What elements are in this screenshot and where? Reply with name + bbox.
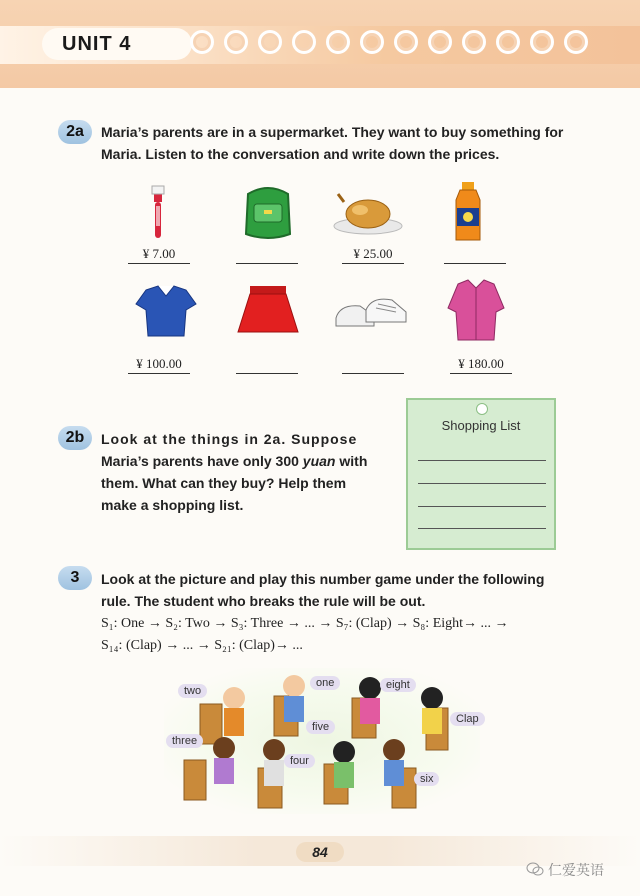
game-rule-line2: S₁₄: (Clap) → ... → S₂₁: (Clap)→ ... [101, 638, 303, 653]
section-2b-line2-end: with [335, 453, 368, 469]
price-shoes[interactable] [342, 356, 404, 374]
section-2b-line2-text: Maria’s parents have only 300 [101, 453, 303, 469]
unit-title: UNIT 4 [62, 33, 132, 55]
section-2b-line1: Look at the things in 2a. Suppose [101, 431, 358, 447]
shopping-list-title: Shopping List [441, 418, 521, 433]
label-five: five [306, 720, 335, 734]
price-toothbrush[interactable]: ¥ 7.00 [128, 246, 190, 264]
ring-icon [530, 30, 554, 54]
ring-icon [394, 30, 418, 54]
shopping-list-line[interactable] [418, 483, 546, 484]
label-three: three [166, 734, 203, 748]
watermark-text: 仁爱英语 [548, 862, 604, 878]
ring-icon [224, 30, 248, 54]
t-shirt-image [126, 282, 206, 342]
label-one: one [310, 676, 340, 690]
label-two: two [178, 684, 207, 698]
section-2a-line2: Maria. Listen to the conversation and write down the prices. [101, 146, 500, 162]
section-2a-line1: Maria’s parents are in a supermarket. They want to buy something for [101, 124, 564, 140]
label-eight: eight [380, 678, 416, 692]
decorative-rings [190, 30, 588, 54]
price-chicken[interactable]: ¥ 25.00 [342, 246, 404, 264]
ring-icon [564, 30, 588, 54]
ring-icon [462, 30, 486, 54]
shopping-list-line[interactable] [418, 460, 546, 461]
ring-icon [292, 30, 316, 54]
section-3-badge: 3 [58, 566, 92, 590]
ring-icon [258, 30, 282, 54]
pin-hole-icon [476, 403, 488, 415]
section-3-line1: Look at the picture and play this number game under the following [101, 571, 545, 587]
label-six: six [414, 772, 439, 786]
shopping-list-line[interactable] [418, 528, 546, 529]
jacket-image [440, 278, 520, 338]
label-clap: Clap [450, 712, 485, 726]
skirt-image [228, 282, 308, 342]
game-rule-line1: S₁: One → S₂: Two → S₃: Three → ... → S₇: (Clap) → S₈: Eight→ ... → [101, 616, 509, 631]
ring-icon [360, 30, 384, 54]
section-2b-line4: make a shopping list. [101, 497, 244, 513]
shoes-image [330, 286, 410, 346]
shopping-list-card [406, 398, 556, 550]
backpack-image [228, 184, 308, 244]
price-skirt[interactable] [236, 356, 298, 374]
section-2b-line2 [101, 450, 367, 472]
shopping-list-line[interactable] [418, 506, 546, 507]
toothbrush-image [126, 184, 206, 244]
section-2a-badge: 2a [58, 120, 92, 144]
watermark [526, 860, 604, 880]
children-circle-picture [164, 668, 480, 814]
page-number: 84 [296, 842, 344, 862]
section-2b-badge: 2b [58, 426, 92, 450]
label-four: four [284, 754, 315, 768]
ring-icon [190, 30, 214, 54]
juice-image [440, 182, 520, 242]
yuan-word: yuan [302, 453, 336, 469]
price-t-shirt[interactable]: ¥ 100.00 [128, 356, 190, 374]
ring-icon [496, 30, 520, 54]
price-jacket[interactable]: ¥ 180.00 [450, 356, 512, 374]
wechat-icon [526, 861, 544, 880]
chicken-image [330, 184, 410, 244]
price-juice[interactable] [444, 246, 506, 264]
ring-icon [326, 30, 350, 54]
section-2b-line3: them. What can they buy? Help them [101, 475, 347, 491]
section-3-line2: rule. The student who breaks the rule will be out. [101, 593, 426, 609]
price-backpack[interactable] [236, 246, 298, 264]
ring-icon [428, 30, 452, 54]
